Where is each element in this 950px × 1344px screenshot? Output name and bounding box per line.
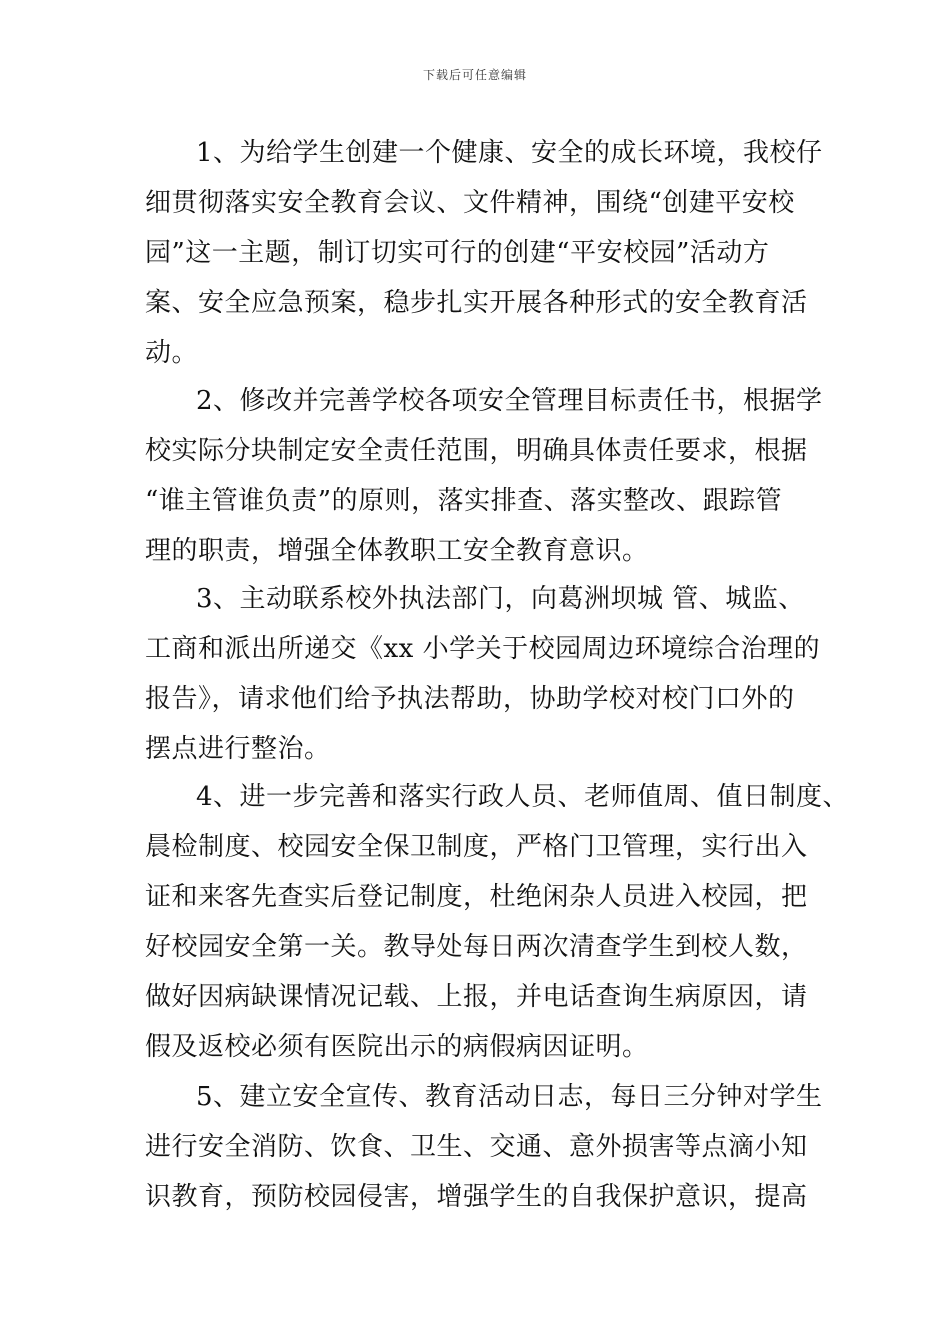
- paragraph-1-line-4: 案、安全应急预案，稳步扎实开展各种形式的安全教育活: [145, 288, 808, 318]
- paragraph-4-line-4: 好校园安全第一关。教导处每日两次清查学生到校人数，: [145, 932, 808, 962]
- paragraph-5-line-1: 5、建立安全宣传、教育活动日志，每日三分钟对学生: [196, 1082, 823, 1112]
- paragraph-3-line-4: 摆点进行整治。: [145, 734, 331, 764]
- paragraph-2-line-3: “谁主管谁负责”的原则，落实排查、落实整改、跟踪管: [145, 486, 783, 516]
- paragraph-4-line-6: 假及返校必须有医院出示的病假病因证明。: [145, 1032, 649, 1062]
- page-header: 下载后可任意编辑: [422, 68, 527, 82]
- paragraph-3-line-3: 报告》，请求他们给予执法帮助，协助学校对校门口外的: [145, 684, 795, 714]
- paragraph-4-line-5: 做好因病缺课情况记载、上报，并电话查询生病原因，请: [145, 982, 808, 1012]
- paragraph-3-line-2: 工商和派出所递交《xx 小学关于校园周边环境综合治理的: [145, 634, 821, 664]
- paragraph-2-line-4: 理的职责，增强全体教职工安全教育意识。: [145, 536, 649, 566]
- paragraph-5-line-3: 识教育，预防校园侵害，增强学生的自我保护意识，提高: [145, 1182, 808, 1212]
- paragraph-1-line-1: 1、为给学生创建一个健康、安全的成长环境，我校仔: [196, 138, 823, 168]
- paragraph-1-line-2: 细贯彻落实安全教育会议、文件精神，围绕“创建平安校: [145, 188, 795, 218]
- paragraph-2-line-1: 2、修改并完善学校各项安全管理目标责任书，根据学: [196, 386, 823, 416]
- paragraph-1-line-3: 园”这一主题，制订切实可行的创建“平安校园”活动方: [145, 238, 770, 268]
- paragraph-3-line-1: 3、主动联系校外执法部门，向葛洲坝城 管、城监、: [196, 584, 805, 614]
- paragraph-2-line-2: 校实际分块制定安全责任范围，明确具体责任要求，根据: [145, 436, 808, 466]
- paragraph-4-line-1: 4、进一步完善和落实行政人员、老师值周、值日制度、: [196, 782, 850, 812]
- paragraph-4-line-2: 晨检制度、校园安全保卫制度，严格门卫管理，实行出入: [145, 832, 808, 862]
- paragraph-5-line-2: 进行安全消防、饮食、卫生、交通、意外损害等点滴小知: [145, 1132, 808, 1162]
- paragraph-1-line-5: 动。: [145, 338, 199, 368]
- paragraph-4-line-3: 证和来客先查实后登记制度，杜绝闲杂人员进入校园，把: [145, 882, 808, 912]
